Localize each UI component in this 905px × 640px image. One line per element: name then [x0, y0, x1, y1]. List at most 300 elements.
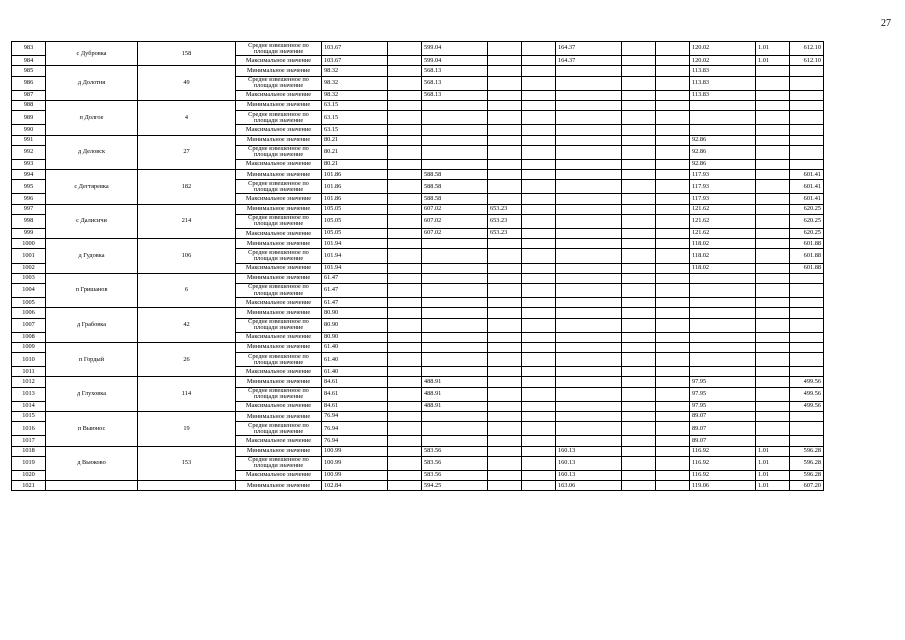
value-cell [388, 273, 422, 283]
value-cell: 1.01 [756, 42, 790, 56]
value-cell [756, 422, 790, 436]
value-cell [656, 170, 690, 180]
value-cell: 1.01 [756, 456, 790, 470]
value-cell [422, 318, 488, 332]
data-table [11, 41, 824, 491]
value-cell: 101.94 [322, 239, 388, 249]
value-cell [790, 159, 824, 169]
value-cell [488, 239, 522, 249]
settlement-name: с Далисичи [46, 204, 138, 239]
value-cell: 620.25 [790, 214, 824, 228]
value-cell [556, 367, 622, 377]
value-cell [556, 263, 622, 273]
value-cell [790, 111, 824, 125]
value-cell: 488.91 [422, 401, 488, 411]
value-cell: 80.21 [322, 135, 388, 145]
value-cell [622, 90, 656, 100]
value-cell: 612.10 [790, 42, 824, 56]
value-cell [422, 111, 488, 125]
value-cell [756, 367, 790, 377]
row-number: 985 [12, 66, 46, 76]
value-cell [656, 214, 690, 228]
value-cell [790, 283, 824, 297]
row-number: 1009 [12, 342, 46, 352]
value-cell [556, 353, 622, 367]
value-cell [790, 318, 824, 332]
value-cell [556, 90, 622, 100]
value-cell: 118.02 [690, 239, 756, 249]
value-cell: 100.99 [322, 470, 388, 480]
value-cell: 118.02 [690, 263, 756, 273]
indicator-label: Средне взвешенное по площади значение [236, 422, 322, 436]
value-cell: 568.13 [422, 76, 488, 90]
value-cell [556, 332, 622, 342]
value-cell [622, 111, 656, 125]
value-cell [622, 318, 656, 332]
settlement-population: 106 [138, 239, 236, 274]
value-cell: 601.41 [790, 180, 824, 194]
value-cell [556, 308, 622, 318]
indicator-label: Максимальное значение [236, 56, 322, 66]
value-cell: 98.32 [322, 66, 388, 76]
row-number: 987 [12, 90, 46, 100]
settlement-population: 26 [138, 342, 236, 377]
indicator-label: Максимальное значение [236, 470, 322, 480]
value-cell [756, 66, 790, 76]
value-cell [656, 367, 690, 377]
value-cell [522, 481, 556, 491]
value-cell [488, 90, 522, 100]
value-cell [422, 353, 488, 367]
value-cell [790, 332, 824, 342]
value-cell [622, 194, 656, 204]
value-cell: 105.05 [322, 229, 388, 239]
table-row [12, 100, 824, 110]
value-cell [488, 194, 522, 204]
value-cell [556, 145, 622, 159]
indicator-label: Средне взвешенное по площади значение [236, 111, 322, 125]
value-cell [522, 214, 556, 228]
value-cell: 100.99 [322, 456, 388, 470]
value-cell [556, 125, 622, 135]
value-cell [388, 42, 422, 56]
value-cell: 118.02 [690, 249, 756, 263]
value-cell [422, 298, 488, 308]
indicator-label: Минимальное значение [236, 204, 322, 214]
table-row [12, 377, 824, 387]
row-number: 998 [12, 214, 46, 228]
value-cell [756, 145, 790, 159]
value-cell [522, 332, 556, 342]
indicator-label: Средне взвешенное по площади значение [236, 145, 322, 159]
value-cell: 101.94 [322, 249, 388, 263]
row-number: 1013 [12, 387, 46, 401]
value-cell [656, 42, 690, 56]
value-cell: 80.90 [322, 308, 388, 318]
value-cell [388, 318, 422, 332]
value-cell: 105.05 [322, 214, 388, 228]
value-cell: 101.86 [322, 194, 388, 204]
value-cell [756, 111, 790, 125]
value-cell: 588.58 [422, 170, 488, 180]
value-cell: 117.93 [690, 170, 756, 180]
value-cell [656, 446, 690, 456]
value-cell [488, 100, 522, 110]
table-row [12, 204, 824, 214]
value-cell: 63.15 [322, 125, 388, 135]
value-cell [422, 412, 488, 422]
value-cell: 61.40 [322, 367, 388, 377]
value-cell [422, 367, 488, 377]
value-cell [488, 401, 522, 411]
value-cell [622, 214, 656, 228]
value-cell [522, 125, 556, 135]
value-cell [522, 283, 556, 297]
value-cell: 117.93 [690, 194, 756, 204]
value-cell [556, 422, 622, 436]
value-cell: 97.95 [690, 387, 756, 401]
value-cell [756, 159, 790, 169]
indicator-label: Минимальное значение [236, 135, 322, 145]
table-row [12, 446, 824, 456]
indicator-label: Средне взвешенное по площади значение [236, 456, 322, 470]
value-cell [388, 66, 422, 76]
value-cell [556, 298, 622, 308]
value-cell: 163.06 [556, 481, 622, 491]
value-cell: 102.84 [322, 481, 388, 491]
value-cell [522, 308, 556, 318]
value-cell: 101.86 [322, 170, 388, 180]
table-row [12, 412, 824, 422]
value-cell [556, 135, 622, 145]
value-cell [488, 42, 522, 56]
value-cell [656, 308, 690, 318]
value-cell [622, 239, 656, 249]
value-cell: 164.37 [556, 56, 622, 66]
value-cell [522, 249, 556, 263]
value-cell [422, 145, 488, 159]
value-cell [656, 159, 690, 169]
value-cell: 607.20 [790, 481, 824, 491]
row-number: 993 [12, 159, 46, 169]
value-cell [622, 298, 656, 308]
value-cell: 61.47 [322, 283, 388, 297]
value-cell [388, 135, 422, 145]
value-cell [656, 194, 690, 204]
value-cell [488, 263, 522, 273]
settlement-population: 4 [138, 100, 236, 135]
value-cell [522, 180, 556, 194]
value-cell [690, 100, 756, 110]
value-cell: 119.06 [690, 481, 756, 491]
value-cell [656, 283, 690, 297]
value-cell [622, 56, 656, 66]
value-cell [790, 125, 824, 135]
value-cell [622, 387, 656, 401]
value-cell [522, 342, 556, 352]
value-cell [656, 229, 690, 239]
indicator-label: Средне взвешенное по площади значение [236, 180, 322, 194]
value-cell [388, 214, 422, 228]
value-cell: 601.41 [790, 194, 824, 204]
table-row [12, 135, 824, 145]
value-cell [488, 456, 522, 470]
value-cell: 84.61 [322, 401, 388, 411]
value-cell: 601.88 [790, 263, 824, 273]
indicator-label: Средне взвешенное по площади значение [236, 76, 322, 90]
value-cell [556, 377, 622, 387]
row-number: 1011 [12, 367, 46, 377]
value-cell: 601.88 [790, 239, 824, 249]
indicator-label: Минимальное значение [236, 66, 322, 76]
indicator-label: Максимальное значение [236, 436, 322, 446]
value-cell [388, 145, 422, 159]
indicator-label: Максимальное значение [236, 159, 322, 169]
value-cell: 601.88 [790, 249, 824, 263]
value-cell [622, 456, 656, 470]
value-cell [656, 377, 690, 387]
value-cell [388, 125, 422, 135]
value-cell: 653.23 [488, 214, 522, 228]
value-cell [690, 125, 756, 135]
value-cell: 89.07 [690, 436, 756, 446]
row-number: 1014 [12, 401, 46, 411]
row-number: 996 [12, 194, 46, 204]
row-number: 994 [12, 170, 46, 180]
value-cell [790, 145, 824, 159]
value-cell: 116.92 [690, 470, 756, 480]
value-cell: 84.61 [322, 377, 388, 387]
value-cell [388, 342, 422, 352]
row-number: 989 [12, 111, 46, 125]
value-cell [522, 100, 556, 110]
row-number: 988 [12, 100, 46, 110]
value-cell: 101.94 [322, 263, 388, 273]
value-cell [622, 170, 656, 180]
value-cell: 499.56 [790, 377, 824, 387]
value-cell [422, 249, 488, 263]
value-cell [756, 239, 790, 249]
value-cell [388, 90, 422, 100]
indicator-label: Минимальное значение [236, 342, 322, 352]
value-cell: 588.58 [422, 194, 488, 204]
value-cell [656, 456, 690, 470]
value-cell [622, 229, 656, 239]
value-cell [790, 135, 824, 145]
value-cell [756, 76, 790, 90]
value-cell [622, 125, 656, 135]
value-cell [556, 318, 622, 332]
value-cell [388, 377, 422, 387]
value-cell: 61.47 [322, 298, 388, 308]
value-cell [656, 239, 690, 249]
value-cell [656, 111, 690, 125]
value-cell: 76.94 [322, 422, 388, 436]
value-cell [656, 387, 690, 401]
value-cell: 80.90 [322, 332, 388, 342]
value-cell [488, 159, 522, 169]
value-cell [690, 332, 756, 342]
value-cell: 84.61 [322, 387, 388, 401]
value-cell [690, 273, 756, 283]
row-number: 997 [12, 204, 46, 214]
settlement-population: 6 [138, 273, 236, 308]
value-cell [388, 481, 422, 491]
value-cell [656, 273, 690, 283]
value-cell: 607.02 [422, 229, 488, 239]
indicator-label: Минимальное значение [236, 412, 322, 422]
value-cell [556, 76, 622, 90]
row-number: 1020 [12, 470, 46, 480]
value-cell [422, 422, 488, 436]
table-row [12, 481, 824, 491]
value-cell: 121.62 [690, 229, 756, 239]
value-cell [656, 66, 690, 76]
value-cell [488, 436, 522, 446]
value-cell [656, 412, 690, 422]
value-cell [656, 318, 690, 332]
value-cell: 160.13 [556, 456, 622, 470]
value-cell [690, 367, 756, 377]
value-cell [656, 470, 690, 480]
value-cell [622, 470, 656, 480]
value-cell: 97.95 [690, 377, 756, 387]
value-cell: 488.91 [422, 377, 488, 387]
table-row [12, 308, 824, 318]
value-cell [622, 76, 656, 90]
value-cell [622, 66, 656, 76]
value-cell [488, 283, 522, 297]
value-cell: 113.83 [690, 66, 756, 76]
value-cell [522, 456, 556, 470]
value-cell [622, 377, 656, 387]
value-cell [556, 159, 622, 169]
value-cell: 92.86 [690, 145, 756, 159]
value-cell [756, 401, 790, 411]
row-number: 990 [12, 125, 46, 135]
value-cell: 607.02 [422, 214, 488, 228]
value-cell [488, 422, 522, 436]
value-cell [556, 66, 622, 76]
settlement-name: с Дубровка [46, 42, 138, 66]
value-cell: 607.02 [422, 204, 488, 214]
table-row [12, 239, 824, 249]
row-number: 1019 [12, 456, 46, 470]
settlement-name: с Дегтяревка [46, 170, 138, 205]
value-cell [556, 249, 622, 263]
value-cell [488, 180, 522, 194]
value-cell: 92.86 [690, 159, 756, 169]
value-cell [556, 204, 622, 214]
value-cell [556, 239, 622, 249]
value-cell [388, 249, 422, 263]
value-cell [622, 249, 656, 263]
value-cell: 620.25 [790, 204, 824, 214]
value-cell [522, 111, 556, 125]
value-cell [756, 353, 790, 367]
value-cell [656, 342, 690, 352]
indicator-label: Минимальное значение [236, 273, 322, 283]
value-cell [756, 180, 790, 194]
row-number: 1015 [12, 412, 46, 422]
value-cell: 499.56 [790, 387, 824, 401]
value-cell [522, 239, 556, 249]
value-cell [488, 56, 522, 66]
value-cell [690, 342, 756, 352]
value-cell [522, 145, 556, 159]
value-cell: 583.56 [422, 446, 488, 456]
row-number: 1002 [12, 263, 46, 273]
value-cell [790, 436, 824, 446]
value-cell [556, 100, 622, 110]
value-cell [556, 194, 622, 204]
value-cell [656, 56, 690, 66]
value-cell: 103.67 [322, 56, 388, 66]
value-cell [522, 273, 556, 283]
value-cell [522, 367, 556, 377]
value-cell [388, 204, 422, 214]
value-cell [656, 263, 690, 273]
value-cell [488, 387, 522, 401]
value-cell [556, 111, 622, 125]
indicator-label: Средне взвешенное по площади значение [236, 42, 322, 56]
value-cell [388, 76, 422, 90]
value-cell [488, 125, 522, 135]
indicator-label: Максимальное значение [236, 332, 322, 342]
value-cell: 97.95 [690, 401, 756, 411]
value-cell [756, 387, 790, 401]
value-cell [488, 353, 522, 367]
value-cell [756, 194, 790, 204]
value-cell: 120.02 [690, 42, 756, 56]
value-cell [522, 470, 556, 480]
settlement-population: 19 [138, 412, 236, 447]
value-cell: 599.04 [422, 56, 488, 66]
value-cell [622, 367, 656, 377]
value-cell [488, 481, 522, 491]
indicator-label: Максимальное значение [236, 194, 322, 204]
indicator-label: Максимальное значение [236, 125, 322, 135]
value-cell [622, 283, 656, 297]
table-row [12, 66, 824, 76]
value-cell [522, 298, 556, 308]
value-cell [422, 125, 488, 135]
value-cell [388, 111, 422, 125]
value-cell [522, 56, 556, 66]
settlement-population: 214 [138, 204, 236, 239]
value-cell [790, 66, 824, 76]
value-cell: 120.02 [690, 56, 756, 66]
value-cell: 568.13 [422, 90, 488, 100]
value-cell [388, 308, 422, 318]
value-cell [656, 125, 690, 135]
settlement-name: д Гудовка [46, 239, 138, 274]
row-number: 1012 [12, 377, 46, 387]
value-cell [488, 470, 522, 480]
indicator-label: Средне взвешенное по площади значение [236, 249, 322, 263]
settlement-name: д Долотня [46, 66, 138, 101]
value-cell: 117.93 [690, 180, 756, 194]
value-cell [556, 273, 622, 283]
value-cell: 98.32 [322, 90, 388, 100]
settlement-population: 158 [138, 42, 236, 66]
row-number: 984 [12, 56, 46, 66]
indicator-label: Минимальное значение [236, 100, 322, 110]
value-cell [556, 401, 622, 411]
value-cell [690, 353, 756, 367]
value-cell: 583.56 [422, 470, 488, 480]
table-row [12, 170, 824, 180]
